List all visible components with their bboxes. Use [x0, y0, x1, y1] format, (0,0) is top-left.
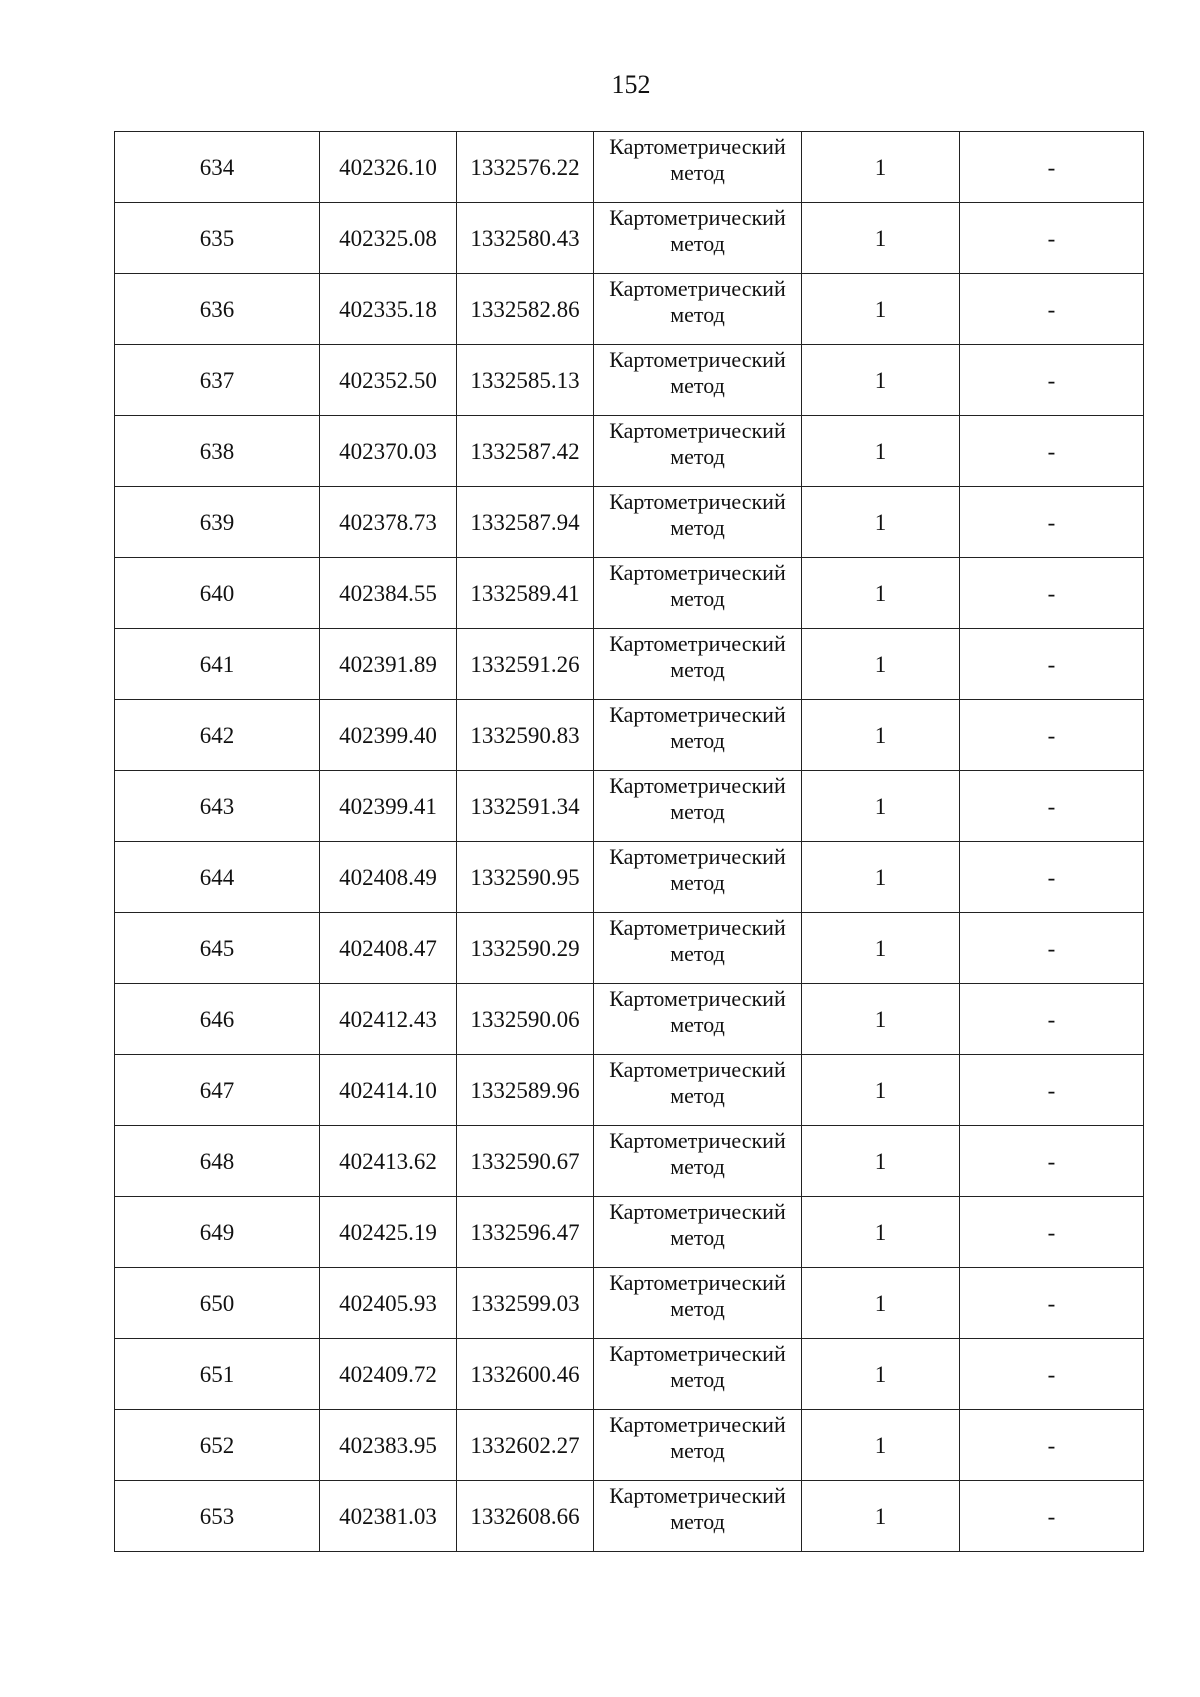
point-number-cell: 640 — [115, 558, 320, 629]
accuracy-cell: 1 — [802, 274, 960, 345]
note-cell: - — [960, 487, 1144, 558]
table-row — [115, 984, 1144, 1055]
method-cell — [594, 984, 802, 1055]
y-coordinate-cell: 1332590.67 — [457, 1126, 594, 1197]
method-line-2: метод — [670, 1296, 725, 1321]
x-coordinate-cell: 402399.41 — [320, 771, 457, 842]
note-cell: - — [960, 771, 1144, 842]
method-cell — [594, 274, 802, 345]
method-cell — [594, 203, 802, 274]
accuracy-cell: 1 — [802, 487, 960, 558]
method-line-2: метод — [670, 160, 725, 185]
method-line-1: Картометрический — [609, 134, 786, 159]
method-line-2: метод — [670, 1083, 725, 1108]
note-cell: - — [960, 416, 1144, 487]
method-line-2: метод — [670, 799, 725, 824]
accuracy-cell: 1 — [802, 1339, 960, 1410]
method-line-2: метод — [670, 1225, 725, 1250]
point-number-cell: 653 — [115, 1481, 320, 1552]
table-row — [115, 629, 1144, 700]
table-row — [115, 771, 1144, 842]
y-coordinate-cell: 1332589.41 — [457, 558, 594, 629]
accuracy-cell: 1 — [802, 132, 960, 203]
method-line-1: Картометрический — [609, 773, 786, 798]
x-coordinate-cell: 402383.95 — [320, 1410, 457, 1481]
accuracy-cell: 1 — [802, 416, 960, 487]
y-coordinate-cell: 1332602.27 — [457, 1410, 594, 1481]
accuracy-cell: 1 — [802, 984, 960, 1055]
method-cell — [594, 1481, 802, 1552]
table-row — [115, 1268, 1144, 1339]
y-coordinate-cell: 1332591.26 — [457, 629, 594, 700]
table-row — [115, 416, 1144, 487]
point-number-cell: 651 — [115, 1339, 320, 1410]
coordinates-table-body — [115, 132, 1144, 1552]
method-line-2: метод — [670, 1367, 725, 1392]
method-line-1: Картометрический — [609, 844, 786, 869]
method-line-1: Картометрический — [609, 276, 786, 301]
note-cell: - — [960, 1339, 1144, 1410]
point-number-cell: 644 — [115, 842, 320, 913]
method-cell — [594, 487, 802, 558]
note-cell: - — [960, 1197, 1144, 1268]
x-coordinate-cell: 402370.03 — [320, 416, 457, 487]
method-cell — [594, 1126, 802, 1197]
method-line-1: Картометрический — [609, 1128, 786, 1153]
note-cell: - — [960, 700, 1144, 771]
y-coordinate-cell: 1332590.06 — [457, 984, 594, 1055]
accuracy-cell: 1 — [802, 629, 960, 700]
table-row — [115, 345, 1144, 416]
method-cell — [594, 700, 802, 771]
y-coordinate-cell: 1332608.66 — [457, 1481, 594, 1552]
method-line-2: метод — [670, 657, 725, 682]
method-line-1: Картометрический — [609, 489, 786, 514]
accuracy-cell: 1 — [802, 700, 960, 771]
method-line-1: Картометрический — [609, 1057, 786, 1082]
x-coordinate-cell: 402391.89 — [320, 629, 457, 700]
table-row — [115, 1055, 1144, 1126]
accuracy-cell: 1 — [802, 1481, 960, 1552]
method-cell — [594, 345, 802, 416]
note-cell: - — [960, 132, 1144, 203]
method-line-1: Картометрический — [609, 1199, 786, 1224]
point-number-cell: 637 — [115, 345, 320, 416]
method-line-2: метод — [670, 941, 725, 966]
method-line-1: Картометрический — [609, 1270, 786, 1295]
method-line-1: Картометрический — [609, 347, 786, 372]
accuracy-cell: 1 — [802, 1197, 960, 1268]
table-row — [115, 558, 1144, 629]
method-line-1: Картометрический — [609, 1341, 786, 1366]
point-number-cell: 642 — [115, 700, 320, 771]
method-line-1: Картометрический — [609, 418, 786, 443]
y-coordinate-cell: 1332576.22 — [457, 132, 594, 203]
accuracy-cell: 1 — [802, 842, 960, 913]
method-line-2: метод — [670, 1509, 725, 1534]
method-line-1: Картометрический — [609, 1483, 786, 1508]
y-coordinate-cell: 1332587.94 — [457, 487, 594, 558]
note-cell: - — [960, 1410, 1144, 1481]
y-coordinate-cell: 1332591.34 — [457, 771, 594, 842]
method-line-2: метод — [670, 870, 725, 895]
method-cell — [594, 416, 802, 487]
point-number-cell: 647 — [115, 1055, 320, 1126]
table-row — [115, 203, 1144, 274]
accuracy-cell: 1 — [802, 1410, 960, 1481]
table-row — [115, 842, 1144, 913]
coordinates-table — [114, 131, 1144, 1552]
x-coordinate-cell: 402399.40 — [320, 700, 457, 771]
table-row — [115, 487, 1144, 558]
method-cell — [594, 629, 802, 700]
method-cell — [594, 1055, 802, 1126]
x-coordinate-cell: 402409.72 — [320, 1339, 457, 1410]
y-coordinate-cell: 1332590.29 — [457, 913, 594, 984]
note-cell: - — [960, 913, 1144, 984]
method-cell — [594, 842, 802, 913]
method-line-2: метод — [670, 515, 725, 540]
x-coordinate-cell: 402405.93 — [320, 1268, 457, 1339]
method-line-2: метод — [670, 444, 725, 469]
method-cell — [594, 1197, 802, 1268]
method-cell — [594, 1268, 802, 1339]
method-line-1: Картометрический — [609, 631, 786, 656]
method-line-2: метод — [670, 728, 725, 753]
accuracy-cell: 1 — [802, 771, 960, 842]
point-number-cell: 641 — [115, 629, 320, 700]
table-row — [115, 700, 1144, 771]
note-cell: - — [960, 1126, 1144, 1197]
note-cell: - — [960, 345, 1144, 416]
accuracy-cell: 1 — [802, 1055, 960, 1126]
method-cell — [594, 558, 802, 629]
x-coordinate-cell: 402413.62 — [320, 1126, 457, 1197]
y-coordinate-cell: 1332590.95 — [457, 842, 594, 913]
x-coordinate-cell: 402412.43 — [320, 984, 457, 1055]
point-number-cell: 648 — [115, 1126, 320, 1197]
point-number-cell: 635 — [115, 203, 320, 274]
table-row — [115, 1481, 1144, 1552]
method-line-2: метод — [670, 1012, 725, 1037]
y-coordinate-cell: 1332599.03 — [457, 1268, 594, 1339]
method-cell — [594, 1410, 802, 1481]
note-cell: - — [960, 274, 1144, 345]
x-coordinate-cell: 402352.50 — [320, 345, 457, 416]
point-number-cell: 649 — [115, 1197, 320, 1268]
point-number-cell: 634 — [115, 132, 320, 203]
method-line-1: Картометрический — [609, 986, 786, 1011]
y-coordinate-cell: 1332589.96 — [457, 1055, 594, 1126]
table-row — [115, 913, 1144, 984]
method-line-1: Картометрический — [609, 560, 786, 585]
x-coordinate-cell: 402425.19 — [320, 1197, 457, 1268]
method-line-2: метод — [670, 302, 725, 327]
method-cell — [594, 1339, 802, 1410]
point-number-cell: 643 — [115, 771, 320, 842]
point-number-cell: 646 — [115, 984, 320, 1055]
x-coordinate-cell: 402378.73 — [320, 487, 457, 558]
method-line-2: метод — [670, 1154, 725, 1179]
point-number-cell: 645 — [115, 913, 320, 984]
table-row — [115, 1339, 1144, 1410]
x-coordinate-cell: 402384.55 — [320, 558, 457, 629]
method-cell — [594, 132, 802, 203]
table-row — [115, 132, 1144, 203]
method-line-1: Картометрический — [609, 702, 786, 727]
x-coordinate-cell: 402414.10 — [320, 1055, 457, 1126]
table-row — [115, 1410, 1144, 1481]
table-row — [115, 1197, 1144, 1268]
x-coordinate-cell: 402325.08 — [320, 203, 457, 274]
y-coordinate-cell: 1332582.86 — [457, 274, 594, 345]
y-coordinate-cell: 1332590.83 — [457, 700, 594, 771]
method-cell — [594, 771, 802, 842]
table-row — [115, 274, 1144, 345]
method-line-2: метод — [670, 373, 725, 398]
method-line-1: Картометрический — [609, 1412, 786, 1437]
accuracy-cell: 1 — [802, 203, 960, 274]
page-number: 152 — [611, 70, 651, 99]
point-number-cell: 639 — [115, 487, 320, 558]
method-line-2: метод — [670, 1438, 725, 1463]
method-line-2: метод — [670, 586, 725, 611]
method-cell — [594, 913, 802, 984]
note-cell: - — [960, 842, 1144, 913]
point-number-cell: 638 — [115, 416, 320, 487]
method-line-1: Картометрический — [609, 205, 786, 230]
y-coordinate-cell: 1332600.46 — [457, 1339, 594, 1410]
y-coordinate-cell: 1332587.42 — [457, 416, 594, 487]
method-line-1: Картометрический — [609, 915, 786, 940]
table-row — [115, 1126, 1144, 1197]
point-number-cell: 636 — [115, 274, 320, 345]
accuracy-cell: 1 — [802, 558, 960, 629]
note-cell: - — [960, 1055, 1144, 1126]
x-coordinate-cell: 402408.49 — [320, 842, 457, 913]
y-coordinate-cell: 1332580.43 — [457, 203, 594, 274]
x-coordinate-cell: 402381.03 — [320, 1481, 457, 1552]
x-coordinate-cell: 402335.18 — [320, 274, 457, 345]
note-cell: - — [960, 1268, 1144, 1339]
x-coordinate-cell: 402408.47 — [320, 913, 457, 984]
note-cell: - — [960, 558, 1144, 629]
note-cell: - — [960, 984, 1144, 1055]
x-coordinate-cell: 402326.10 — [320, 132, 457, 203]
note-cell: - — [960, 1481, 1144, 1552]
y-coordinate-cell: 1332585.13 — [457, 345, 594, 416]
accuracy-cell: 1 — [802, 1268, 960, 1339]
accuracy-cell: 1 — [802, 913, 960, 984]
point-number-cell: 650 — [115, 1268, 320, 1339]
accuracy-cell: 1 — [802, 1126, 960, 1197]
y-coordinate-cell: 1332596.47 — [457, 1197, 594, 1268]
accuracy-cell: 1 — [802, 345, 960, 416]
note-cell: - — [960, 203, 1144, 274]
note-cell: - — [960, 629, 1144, 700]
method-line-2: метод — [670, 231, 725, 256]
point-number-cell: 652 — [115, 1410, 320, 1481]
